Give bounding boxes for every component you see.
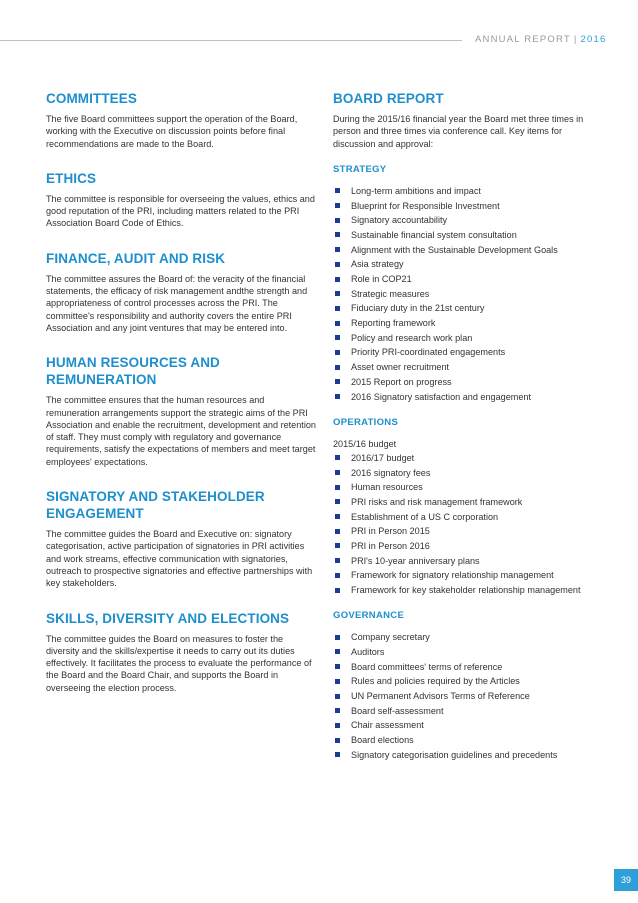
strategy-heading: STRATEGY: [333, 163, 387, 175]
section-title: SIGNATORY AND STAKEHOLDER ENGAGEMENT: [46, 489, 265, 522]
section-ethics: [46, 170, 316, 230]
committees-column: [46, 90, 316, 714]
list-item: Role in COP21: [333, 273, 593, 285]
operations-heading: OPERATIONS: [333, 416, 399, 428]
list-item: Company secretary: [333, 631, 593, 643]
section-body: The five Board committees support the operation of the Board, working with the Executive on discussion points before final recommendations are made to the Board.: [46, 114, 298, 149]
strategy-list: [333, 185, 593, 403]
list-item: Asset owner recruitment: [333, 361, 593, 373]
section-title: HUMAN RESOURCES AND REMUNERATION: [46, 355, 220, 388]
governance-heading: GOVERNANCE: [333, 610, 405, 622]
section-finance-audit-risk: [46, 250, 316, 334]
list-item: Alignment with the Sustainable Development Goals: [333, 244, 593, 256]
section-committees: [46, 90, 316, 150]
list-item: Chair assessment: [333, 719, 593, 731]
report-year: 2016: [580, 34, 607, 45]
list-item: 2016/17 budget: [333, 452, 593, 464]
list-item: Board committees' terms of reference: [333, 661, 593, 673]
list-item: Board elections: [333, 734, 593, 746]
governance-list: [333, 631, 593, 761]
operations-list: [333, 452, 593, 596]
list-item: Fiduciary duty in the 21st century: [333, 302, 593, 314]
header-rule: [0, 40, 462, 41]
list-item: Asia strategy: [333, 258, 593, 270]
section-body: The committee ensures that the human resources and remuneration arrangements support the strategic aims of the PRI Association and enable the recruitment, development and retention of staff. They must comply with regulatory and governance requirements, satisfy the expectations of members and meet target employees' expectations.: [46, 395, 316, 467]
list-item: Board self-assessment: [333, 705, 593, 717]
list-item: PRI in Person 2016: [333, 540, 593, 552]
running-header: [475, 34, 606, 45]
list-item: Signatory accountability: [333, 214, 593, 226]
list-item: Rules and policies required by the Articles: [333, 675, 593, 687]
list-item: PRI's 10-year anniversary plans: [333, 555, 593, 567]
list-item: Framework for key stakeholder relationship management: [333, 584, 593, 596]
list-item: Policy and research work plan: [333, 332, 593, 344]
board-report-title: BOARD REPORT: [333, 91, 444, 106]
list-item: Strategic measures: [333, 288, 593, 300]
list-item: UN Permanent Advisors Terms of Reference: [333, 690, 593, 702]
section-title: SKILLS, DIVERSITY AND ELECTIONS: [46, 610, 290, 626]
section-body: The committee guides the Board on measures to foster the diversity and the skills/expertise it needs to carry out its duties effectively. It facilitates the process to evaluate the performance of the Board and the Board Chair, and supports the Board in overseeing the election process.: [46, 633, 312, 693]
list-item: 2015 Report on progress: [333, 376, 593, 388]
board-report-column: [333, 90, 593, 763]
section-title: COMMITTEES: [46, 91, 137, 106]
header-separator: |: [573, 34, 578, 45]
page-number: 39: [614, 869, 638, 891]
section-body: The committee guides the Board and Executive on: signatory categorisation, active participation of signatories in PRI activities and work streams, effective communication with signatories, outreach to prospective signatories and effective partnerships with key stakeholders.: [46, 529, 313, 589]
list-item: Auditors: [333, 646, 593, 658]
list-item: Human resources: [333, 481, 593, 493]
list-item: PRI in Person 2015: [333, 525, 593, 537]
list-item: 2016 signatory fees: [333, 467, 593, 479]
list-item: Priority PRI-coordinated engagements: [333, 346, 593, 358]
report-label: ANNUAL REPORT: [475, 34, 571, 45]
board-report-intro: During the 2015/16 financial year the Board met three times in person and three times via conference call. Key items for discussion and approval:: [333, 114, 584, 149]
operations-lead: 2015/16 budget: [333, 438, 397, 449]
section-body: The committee assures the Board of: the veracity of the financial statements, the efficacy of risk management andthe strength and appropriateness of control processes across the PRI. The committee's responsibility and authority covers the entire PRI Association and any joint ventures that may be entered into.: [46, 273, 308, 333]
section-human-resources: [46, 354, 316, 468]
list-item: 2016 Signatory satisfaction and engagement: [333, 391, 593, 403]
list-item: Establishment of a US C corporation: [333, 511, 593, 523]
section-skills-diversity: [46, 610, 316, 694]
list-item: Blueprint for Responsible Investment: [333, 200, 593, 212]
list-item: Reporting framework: [333, 317, 593, 329]
section-body: The committee is responsible for overseeing the values, ethics and good reputation of the PRI, including matters related to the PRI Association Board Code of Ethics.: [46, 193, 315, 229]
list-item: PRI risks and risk management framework: [333, 496, 593, 508]
list-item: Sustainable financial system consultation: [333, 229, 593, 241]
section-title: ETHICS: [46, 170, 97, 186]
section-title: FINANCE, AUDIT AND RISK: [46, 250, 226, 266]
list-item: Signatory categorisation guidelines and precedents: [333, 749, 593, 761]
section-signatory-engagement: [46, 488, 316, 589]
list-item: Framework for signatory relationship management: [333, 569, 593, 581]
list-item: Long-term ambitions and impact: [333, 185, 593, 197]
